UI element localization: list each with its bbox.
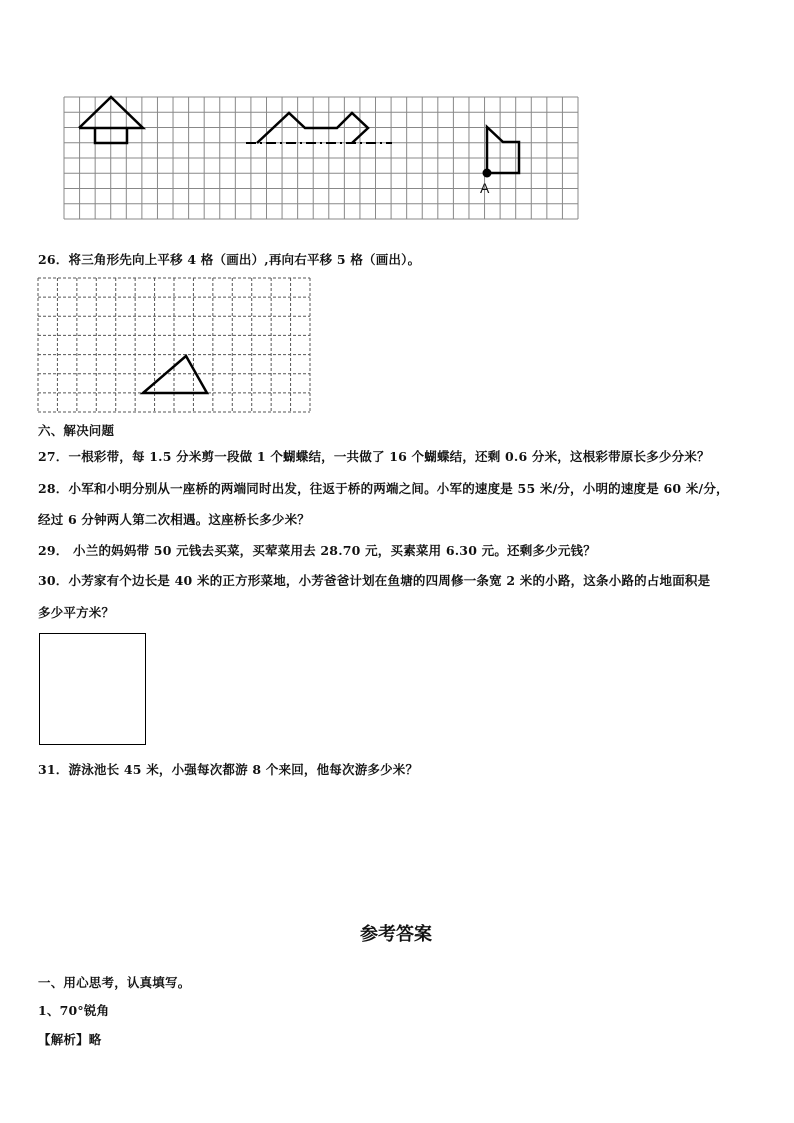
question-30-line2: 多少平方米？	[38, 605, 115, 620]
question-31: 31．游泳池长 45 米，小强每次都游 8 个来回，他每次游多少米？	[38, 762, 419, 777]
question-26: 26．将三角形先向上平移 4 格（画出）,再向右平移 5 格（画出）。	[38, 252, 421, 267]
answers-section-1: 一、用心思考，认真填写。	[38, 975, 191, 990]
question-27: 27．一根彩带，每 1.5 分米剪一段做 1 个蝴蝶结，一共做了 16 个蝴蝶结，还剩 0.6 分米，这根彩带原长多少分米？	[38, 449, 710, 464]
question-28-line2: 经过 6 分钟两人第二次相遇。这座桥长多少米？	[38, 512, 311, 527]
question-29: 29． 小兰的妈妈带 50 元钱去买菜，买荤菜用去 28.70 元，买素菜用 6.30 元。还剩多少元钱？	[38, 543, 596, 558]
answer-item-1: 1、70°锐角	[38, 1003, 110, 1018]
triangle-grid-figure	[0, 0, 794, 420]
triangle-shape	[143, 356, 207, 393]
question-28-line1: 28．小军和小明分别从一座桥的两端同时出发，往返于桥的两端之间。小军的速度是 55 米/分，小明的速度是 60 米/分，	[38, 481, 729, 496]
answers-title: 参考答案	[360, 924, 432, 945]
section-6-heading: 六、解决问题	[38, 423, 115, 438]
square-field-figure	[39, 633, 146, 745]
answer-analysis: 【解析】略	[38, 1032, 102, 1047]
question-30-line1: 30．小芳家有个边长是 40 米的正方形菜地，小芳爸爸计划在鱼塘的四周修一条宽 2 米的小路，这条小路的占地面积是	[38, 573, 711, 588]
point-a-label: A	[480, 180, 490, 196]
